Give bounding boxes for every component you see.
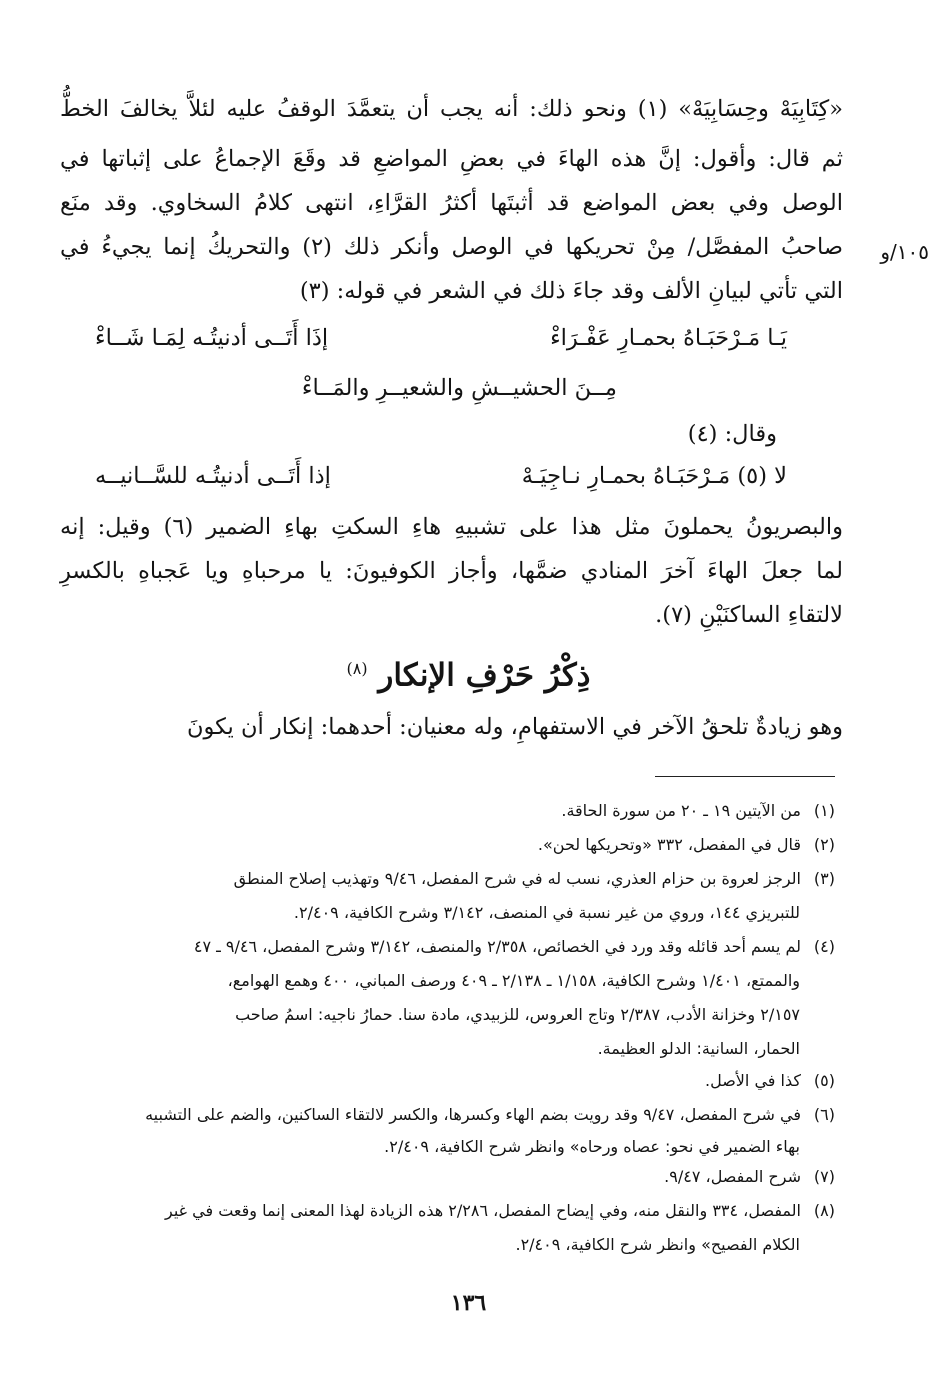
section-heading (0, 645, 937, 699)
footnote-text: المفصل، ٣٣٤ والنقل منه، وفي إيضاح المفصل، ٢/٢٨٦ هذه الزيادة لهذا المعنى إنما وقعت في غير (165, 1201, 801, 1220)
body-line-6: والبصريونُ يحملونَ مثل هذا على تشبيهِ هاءِ السكتِ بهاءِ الضمير (٦) وقيل: إنه (60, 514, 843, 540)
verse-3-second-hemistich: إذا أَتَــى أدنيتُـه للسَّــانيــه (95, 463, 331, 489)
page-number: ١٣٦ (450, 1290, 487, 1316)
footnote-text: كذا في الأصل. (705, 1071, 801, 1090)
section-heading-note: (٨) (346, 659, 368, 678)
footnote-5 (70, 1066, 835, 1096)
verse-3-first-hemistich: لا (٥) مَـرْحَبَـاهُ بحمـارِ نـاجِيَـهْ (521, 463, 787, 489)
footnote-number: (٣) (813, 869, 835, 888)
footnote-text: الرجز لعروة بن حزام العذري، نسب له في شرح المفصل، ٩/٤٦ وتهذيب إصلاح المنطق (233, 869, 801, 888)
waqal-line: وقال: (٤) (687, 421, 777, 447)
footnote-text: لم يسم أحد قائله وقد ورد في الخصائص، ٢/٣٥٨ والمنصف، ٣/١٤٢ وشرح المفصل، ٩/٤٦ ـ ٤٧ (193, 937, 801, 956)
body-line-9: وهو زيادةٌ تلحقُ الآخر في الاستفهامِ، وله معنيان: أحدهما: إنكار أن يكونَ (186, 714, 843, 740)
body-line-8: لالتقاءِ الساكنَيْنِ (٧). (655, 602, 843, 628)
footnote-number: (٧) (813, 1167, 835, 1186)
body-line-1: «كِتَابِيَهْ وحِسَابِيَهْ» (١) ونحو ذلك: أنه يجب أن يتعمَّدَ الوقفُ عليه لئلاَّ يخالفَ الخطُّ (60, 96, 843, 122)
footnote-number: (٦) (813, 1105, 835, 1124)
footnote-text: قال في المفصل، ٣٣٢ «وتحريكها لحن». (537, 835, 801, 854)
footnote-6-cont-1: بهاء الضمير في نحو: عصاه ورحاه» وانظر شرح الكافية، ٢/٤٠٩. (384, 1137, 800, 1156)
footnote-6 (70, 1100, 835, 1130)
footnote-8-cont-1: الكلام الفصيح» وانظر شرح الكافية، ٢/٤٠٩. (515, 1235, 800, 1254)
footnote-8 (70, 1196, 835, 1226)
footnote-number: (٥) (813, 1071, 835, 1090)
body-line-2: ثم قال: وأقول: إنَّ هذه الهاءَ في بعضِ المواضعِ قد وقَعَ الإجماعُ على إثباتها في (60, 146, 843, 172)
footnote-7 (70, 1162, 835, 1192)
footnote-2 (70, 830, 835, 860)
body-line-5: التي تأتي لبيانِ الألف وقد جاءَ ذلك في الشعر في قوله: (٣) (299, 278, 843, 304)
footnote-number: (٢) (813, 835, 835, 854)
footnote-text: من الآيتين ١٩ ـ ٢٠ من سورة الحاقة. (561, 801, 801, 820)
body-line-7: لما جعلَ الهاءَ آخرَ المنادي ضمَّها، وأجاز الكوفيونَ: يا مرحباهِ ويا عَجباهِ بالكسرِ (60, 558, 843, 584)
footnote-3 (70, 864, 835, 894)
footnote-4 (70, 932, 835, 962)
footnote-text: في شرح المفصل، ٩/٤٧ وقد رويت بضم الهاء وكسرها، والكسر لالتقاء الساكنين، والضم على التشبيه (145, 1105, 801, 1124)
verse-2: مِــنَ الحشيــشِ والشعيــرِ والمَــاءْ (301, 375, 617, 401)
margin-folio-marker: ١٠٥/و (880, 240, 929, 264)
footnote-number: (٤) (813, 937, 835, 956)
footnote-4-cont-1: والممتع، ١/٤٠١ وشرح الكافية، ١/١٥٨ ـ ٢/١٣٨ ـ ٤٠٩ ورصف المباني، ٤٠٠ وهمع الهوامع، (227, 971, 800, 990)
footnote-separator (655, 776, 835, 777)
body-line-3: الوصل وفي بعض المواضع قد أثبتَها أكثرُ القرَّاءِ، انتهى كلامُ السخاوي. وقد منَع (60, 190, 843, 216)
footnote-4-cont-2: ٢/١٥٧ وخزانة الأدب، ٢/٣٨٧ وتاج العروس، للزبيدي، مادة سنا. حمارُ ناجيه: اسمُ صاحب (235, 1005, 800, 1024)
footnote-1 (70, 796, 835, 826)
footnote-number: (٨) (813, 1201, 835, 1220)
section-heading-title: ذِكْرُ حَرْفِ الإنكار (378, 657, 591, 694)
footnote-number: (١) (813, 801, 835, 820)
footnote-text: شرح المفصل، ٩/٤٧. (664, 1167, 801, 1186)
footnote-3-cont-1: للتبريزي ١٤٤، وروي من غير نسبة في المنصف، ٣/١٤٢ وشرح الكافية، ٢/٤٠٩. (293, 903, 800, 922)
verse-1-first-hemistich: يَـا مَـرْحَبَـاهُ بحمـارِ عَفْـرَاءْ (550, 325, 787, 351)
body-line-4: صاحبُ المفصَّل/ مِنْ تحريكها في الوصل وأنكر ذلك (٢) والتحريكُ إنما يجيءُ في (60, 234, 843, 260)
verse-1-second-hemistich: إذَا أَتَــى أدنيتُـه لِمَـا شَــاءْ (95, 325, 329, 351)
footnote-4-cont-3: الحمار، السانية: الدلو العظيمة. (597, 1039, 800, 1058)
